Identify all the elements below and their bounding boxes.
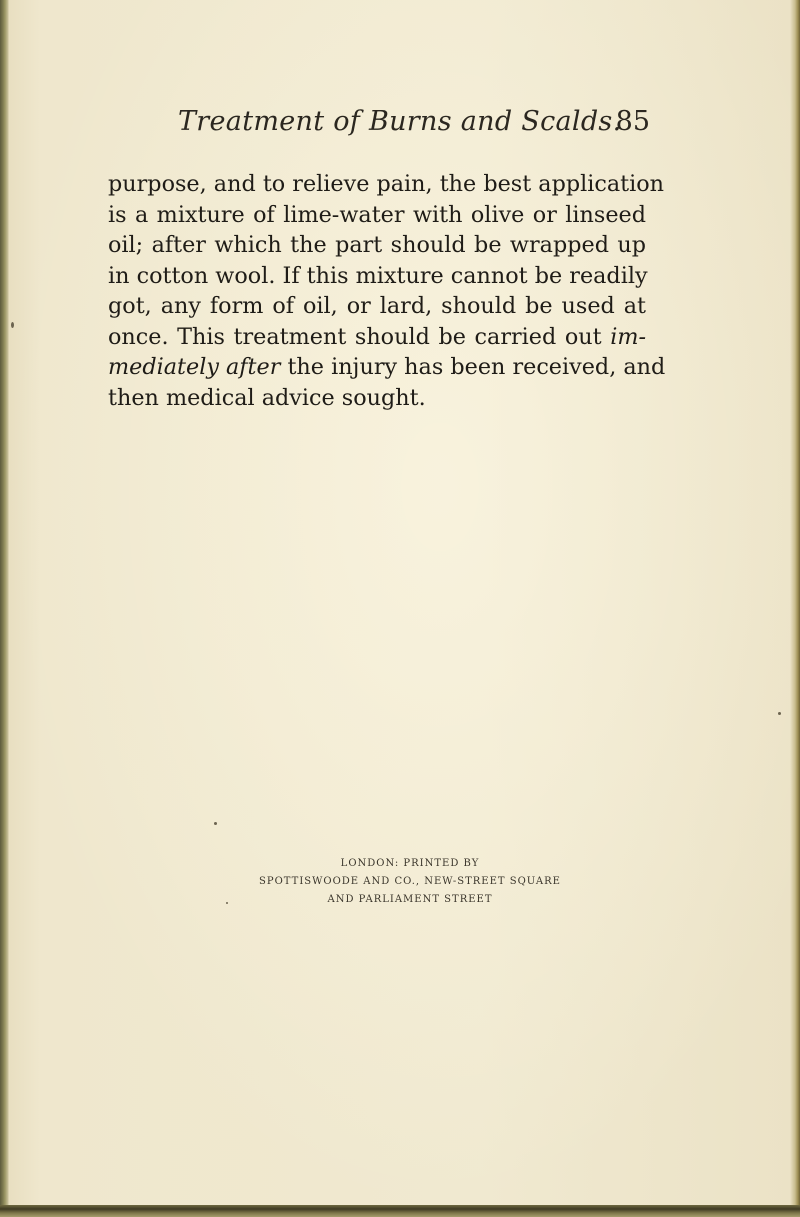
emphasis-text: mediately after [108,354,281,380]
imprint-line: LONDON: PRINTED BY [340,858,480,869]
running-title: Treatment of Burns and Scalds. [178,106,622,137]
text-line: then medical advice sought. [108,384,426,411]
imprint-line: SPOTTISWOODE AND CO., NEW-STREET SQUARE [259,876,561,887]
text-segment: once. This treatment should be carried out [108,323,611,350]
text-line: purpose, and to relieve pain, the best application [108,171,665,197]
printer-imprint [200,855,620,909]
page-edge-right [790,0,800,1217]
text-line: oil; after which the part should be wrapped up [108,232,646,258]
text-line [108,322,646,353]
body-paragraph [108,169,666,413]
paper-speck [214,822,217,825]
page-edge-bottom [0,1205,800,1217]
imprint-line: AND PARLIAMENT STREET [327,894,493,905]
paper-speck [226,902,228,904]
running-head [150,106,650,146]
emphasis-text: im- [610,323,646,350]
text-line: is a mixture of lime-water with olive or linseed [108,201,646,228]
text-line [108,352,666,383]
page-number: 85 [615,106,650,137]
text-line: got, any form of oil, or lard, should be used at [108,293,646,319]
paper-speck [778,712,781,715]
text-segment: the injury has been received, and [280,354,666,380]
text-line: in cotton wool. If this mixture cannot be readily [108,262,648,289]
binding-edge [0,0,9,1217]
paper-speck [11,322,14,328]
